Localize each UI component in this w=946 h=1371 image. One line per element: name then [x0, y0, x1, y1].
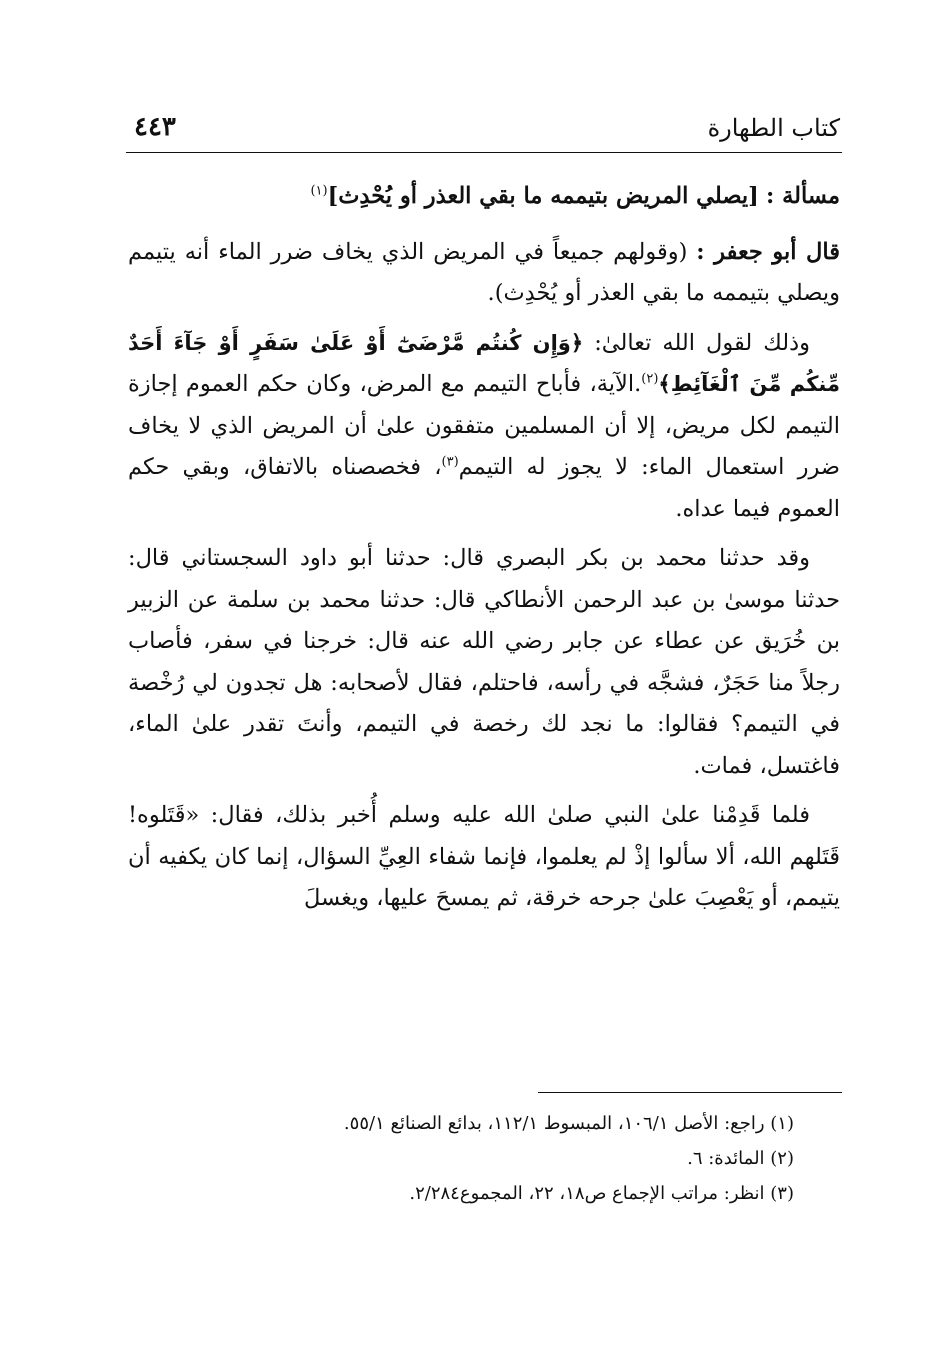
footnotes — [160, 1106, 794, 1211]
paragraph-hadith-chain — [128, 538, 840, 787]
footnote-item: (١) راجع: الأصل ١٠٦/١، المبسوط ١١٢/١، بدائع الصنائع ٥٥/١. — [343, 1113, 794, 1134]
footnote-divider — [538, 1092, 842, 1093]
paragraph-text: ، فخصصناه بالاتفاق، وبقي حكم العموم فيما عداه. — [128, 454, 840, 522]
main-text — [128, 176, 840, 928]
paragraph-text: وقد حدثنا محمد بن بكر البصري قال: حدثنا أبو داود السجستاني قال: حدثنا موسىٰ بن عبد الرحمن الأنطاكي قال: حدثنا محمد بن سلمة عن الزبير بن خُرَيق عن عطاء عن جابر رضي الله عنه قال: خرجنا في سفر، فأصاب رجلاً منا حَجَرٌ، فشجَّه في رأسه، فاحتلم، فقال لأصحابه: هل تجدون لي رُخْصة في التيمم؟ فقالوا: ما نجد لك رخصة في التيمم، وأنتَ تقدر علىٰ الماء، فاغتسل، فمات. — [128, 545, 840, 779]
paragraph-text: (وقولهم جميعاً في المريض الذي يخاف ضرر الماء أنه يتيمم ويصلي بتيممه ما بقي العذر أو يُحْدِث). — [128, 238, 840, 306]
paragraph-evidence — [128, 323, 840, 531]
footnote-item: (٣) انظر: مراتب الإجماع ص١٨، ٢٢، المجموع٢/٢٨٤. — [409, 1183, 794, 1204]
paragraph-intro: وذلك لقول الله تعالىٰ: — [583, 329, 810, 356]
footnote-ref-3: (٣) — [441, 454, 459, 470]
page-header — [126, 108, 842, 153]
issue-label: مسألة : — [765, 183, 840, 209]
issue-title: [يصلي المريض بتيممه ما بقي العذر أو يُحْدِث] — [327, 183, 759, 209]
issue-heading — [128, 176, 840, 218]
paragraph-hadith-text — [128, 795, 840, 920]
running-title: كتاب الطهارة — [707, 114, 840, 142]
footnote-ref-2: (٢) — [641, 371, 659, 387]
footnote-item: (٢) المائدة: ٦. — [687, 1148, 794, 1169]
quran-verse: ﴿وَإِن كُنتُم مَّرْضَىٰٓ أَوْ عَلَىٰ سَفَرٍ أَوْ جَآءَ أَحَدٌ مِّنكُم مِّنَ ٱلْغَآئِطِ﴾ — [128, 330, 840, 396]
page-number: ٤٤٣ — [134, 112, 176, 142]
footnote-ref-1: (١) — [310, 183, 328, 199]
speaker-label: قال أبو جعفر : — [696, 238, 840, 265]
paragraph-abu-jafar — [128, 232, 840, 315]
paragraph-text: .الآية، فأباح التيمم مع المرض، وكان حكم العموم إجازة التيمم لكل مريض، إلا أن المسلمين متفقون علىٰ أن المريض الذي لا يخاف ضرر استعمال الماء: لا يجوز له التيمم — [128, 371, 840, 480]
paragraph-text: فلما قَدِمْنا علىٰ النبي صلىٰ الله عليه وسلم أُخبر بذلك، فقال: «قَتَلوه! قَتَلهم الله، ألا سألوا إذْ لم يعلموا، فإنما شفاء العِيِّ السؤال، إنما كان يكفيه أن يتيمم، أو يَعْصِبَ علىٰ جرحه خرقة، ثم يمسحَ عليها، ويغسلَ — [128, 802, 840, 911]
